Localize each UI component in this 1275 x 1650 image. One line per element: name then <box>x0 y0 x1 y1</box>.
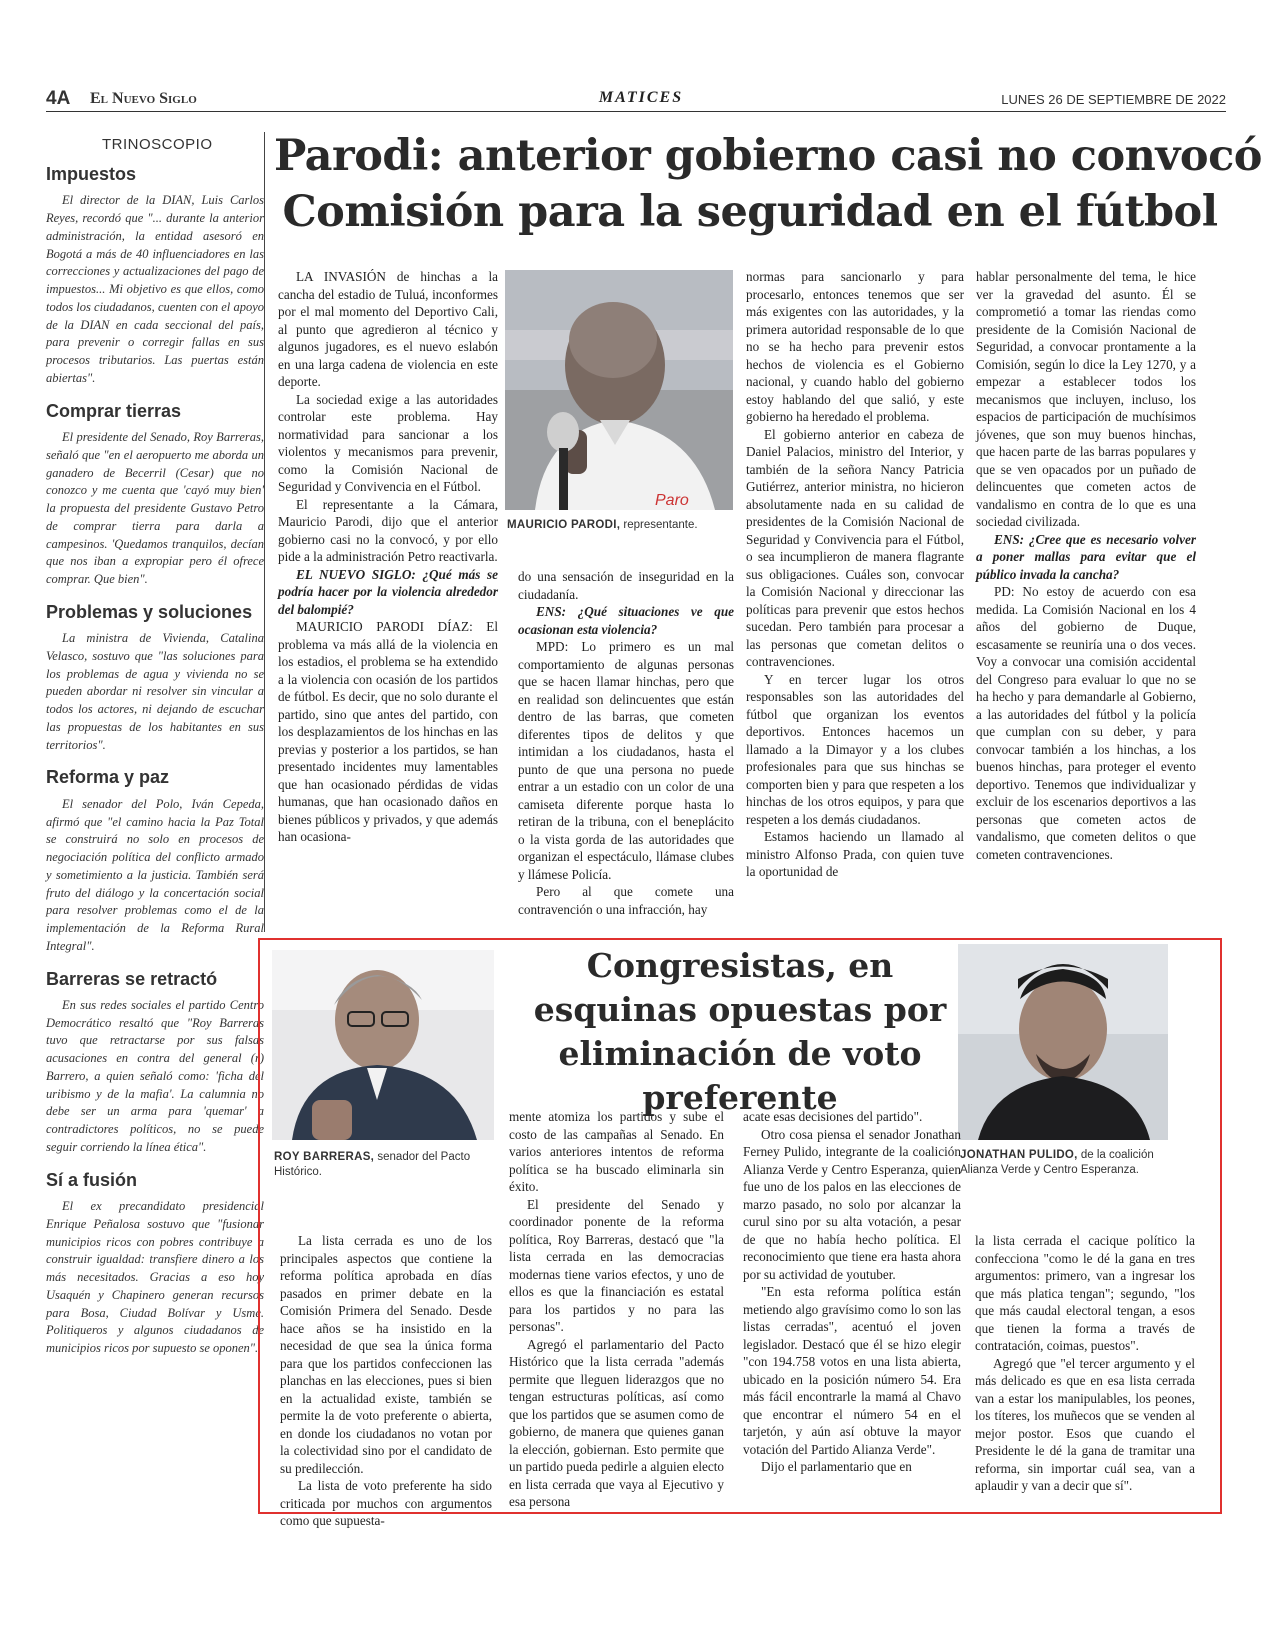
sidebar-item-text: El senador del Polo, Iván Cepeda, afirmó que "el camino hacia la Paz Total se construirá no solo en procesos de negociación política del conflicto armado y sometimiento a la justicia. También será fruto del diálogo y la concertación social para resolver problemas como el de la implementación de la Reforma Rural Integral". <box>46 796 264 953</box>
paragraph: "En esta reforma política están metiendo algo gravísimo como lo son las listas cerradas", acentuó el joven legislador. Destacó que él se hizo elegir "con 194.758 votos en una lista abierta, ubicado en la posición número 54. Era más fácil encontrarle la mamá al Chavo que encontrar el número 54 en el tarjetón, y aún así obtuve la mayor votación del Partido Alianza Verde". <box>743 1284 961 1457</box>
paragraph: Dijo el parlamentario que en <box>761 1459 912 1474</box>
paragraph: La lista de voto preferente ha sido criticada por muchos con argumentos como que supuesta- <box>280 1478 492 1528</box>
interview-question: ENS: ¿Qué situaciones ve que ocasionan esta violencia? <box>518 604 734 637</box>
sidebar-item <box>46 968 264 1157</box>
paragraph: El presidente del Senado y coordinador ponente de la reforma política, Roy Barreras, destacó que "la lista cerrada en las democracias modernas tiene varios efectos, y uno de ellos es que la financiación es estatal para los partidos y no para las personas". <box>509 1196 724 1334</box>
sidebar-item-title: Sí a fusión <box>46 1169 138 1190</box>
caption-name: ROY BARRERAS, <box>274 1151 375 1163</box>
paragraph: hablar personalmente del tema, le hice ver la gravedad del asunto. Él se comprometió a tomar las riendas como presidente de la Comisión Nacional de Seguridad, a convocar prontamente a la Comisión, según lo dice la Ley 1270, y a empezar a establecer todos los mecanismos que incluyen, incluso, los espacios de participación de muchísimos jóvenes, que son muy buenos hinchas, que hacen parte de las barras populares y que se ven opacados por un puñado de delincuentes que cometen actos de vandalismo en contra de lo que es una sociedad civilizada. <box>976 269 1196 529</box>
article-column-4 <box>976 268 1196 924</box>
paragraph: Estamos haciendo un llamado al ministro Alfonso Prada, con quien tuve la oportunidad de <box>746 829 964 879</box>
newspaper-name: El Nuevo Siglo <box>90 90 197 107</box>
section-name: MATICES <box>598 89 684 106</box>
headline-line: Parodi: anterior gobierno casi no convocó <box>274 131 1262 181</box>
article-column-1 <box>278 268 498 924</box>
paragraph: LA INVASIÓN de hinchas a la cancha del estadio de Tuluá, inconformes por el mal momento del Deportivo Cali, al punto que agredieron al técnico y algunos jugadores, es el nuevo eslabón en una larga cadena de violencia en este deporte. <box>278 269 498 389</box>
sidebar-item-title: Impuestos <box>46 164 137 184</box>
paragraph: La sociedad exige a las autoridades controlar este problema. Hay normatividad para sancionar a los violentos y mecanismos para prevenir, como la Comisión Nacional de Seguridad y Convivencia en el Fútbol. <box>278 391 498 494</box>
main-headline <box>274 128 1262 240</box>
sidebar-item <box>46 601 264 755</box>
sidebar-item-title: Barreras se retractó <box>46 968 218 989</box>
article-column-2 <box>518 568 734 924</box>
paragraph: El gobierno anterior en cabeza de Daniel Palacios, ministro del Interior, y también de la señora Nancy Patricia Gutiérrez, anterior ministra, no hicieron absolutamente nada en su calidad de presidentes de la Comisión Nacional de Seguridad y Convivencia para el Fútbol, o sea incumplieron de manera flagrante sus obligaciones. Cuáles son, convocar la Comisión Nacional y direccionar las políticas para prevenir que estos hechos sucedan. Pero también para procesar a las personas que cometan delitos o contravenciones. <box>746 426 964 669</box>
paragraph: Agregó que "el tercer argumento y el más delicado es que en esa lista cerrada van a estar los manipulables, los peones, los títeres, los muñecos que se venden al mejor postor. Esos que cuando el Presidente le dé la gana de tramitar una reforma, sin importar cuál sea, van a aplaudir y van a decir que sí". <box>975 1355 1195 1493</box>
sidebar-item-title: Comprar tierras <box>46 400 182 421</box>
paragraph: acate esas decisiones del partido". <box>743 1109 923 1124</box>
sidebar-item-title: Problemas y soluciones <box>46 601 253 622</box>
photo-caption-left <box>274 1150 494 1180</box>
interview-question: ENS: ¿Cree que es necesario volver a poner mallas para evitar que el público invada la cancha? <box>976 531 1196 582</box>
box-column-1 <box>280 1232 492 1528</box>
paragraph: normas para sancionarlo y para procesarlo, entonces tenemos que ser más exigentes con las autoridades, y la primera autoridad responsable de lo que no se ha hecho para prevenir estos hechos de violencia es el Gobierno nacional, y cuando hablo del gobierno estoy hablando del que salió, y este gobierno ha heredado el problema. <box>746 269 964 424</box>
caption-role: representante. <box>623 519 698 531</box>
sidebar-item-text: El ex precandidato presidencial Enrique Peñalosa sostuvo que "fusionar municipios ricos con pobres contribuye a construir igualdad: transfiere dinero a los más necesitados. Gracias a eso hoy Usaquén y Chapinero generan recursos para Bosa, Ciudad Bolívar y Usme. Politiqueros y algunos ciudadanos de municipios ricos por supuesto se oponen". <box>46 1199 264 1356</box>
trinoscopio-sidebar <box>46 136 264 1556</box>
page-number: 4A <box>46 88 71 109</box>
sidebar-item-text: En sus redes sociales el partido Centro Democrático resaltó que "Roy Barreras tuvo que retractarse por sus falsas acusaciones en contra del general (r) Barrero, a quien señaló como: 'ficha del uribismo y de la mafia'. La calumnia no debe ser un arma para 'quemar' a contradictores políticos, no se puede seguir corriendo la línea ética". <box>46 997 264 1154</box>
svg-text:Paro: Paro <box>655 492 689 509</box>
sidebar-item <box>46 163 264 388</box>
sidebar-item <box>46 400 264 589</box>
caption-role: senador del Pacto Histórico. <box>274 1151 471 1178</box>
paragraph: Pero al que comete una contravención o una infracción, hay <box>518 884 734 917</box>
caption-name: MAURICIO PARODI, <box>507 519 621 531</box>
column-divider <box>264 132 265 932</box>
mauricio-parodi-photo <box>505 270 733 510</box>
paragraph: Otro cosa piensa el senador Jonathan Ferney Pulido, integrante de la coalición Alianza Verde y Centro Esperanza, quien fue uno de los palos en las elecciones de marzo pasado, no solo por alcanzar la curul sino por su alta votación, a pesar de que no había hecho política. El reconocimiento que tiene era hasta ahora por su actividad de youtuber. <box>743 1126 961 1282</box>
sidebar-item-text: El presidente del Senado, Roy Barreras, señaló que "en el aeropuerto me aborda un ganadero de Becerril (Cesar) que no conozco y me cuenta que 'cayó muy bien' la propuesta del presidente Gustavo Petro de comprar tierra para darla a campesinos. 'Quedamos tranquilos, decían que nos iban a expropiar pero él ofrece comprar. Que bien". <box>46 430 264 587</box>
roy-barreras-photo <box>272 950 494 1140</box>
paragraph: MPD: Lo primero es un mal comportamiento de algunas personas que se hacen llamar hinchas, pero que en realidad son delincuentes que están dentro de las barras, que cometen diferentes tipos de delitos y que intimidan a los ciudadanos, hasta el punto de que una persona no puede entrar a un estadio con un color de una camiseta diferente porque hasta lo retiran de la tribuna, con el beneplácito o la vista gorda de las autoridades que organizan el espectáculo, llámase clubes y llámese Policía. <box>518 639 734 882</box>
paragraph: PD: No estoy de acuerdo con esa medida. La Comisión Nacional en los 4 años del gobierno de Duque, escasamente se reuniría una o dos veces. Voy a convocar una comisión accidental del Congreso para evaluar lo que no se ha hecho y para demandarle al Gobierno, a las autoridades del fútbol y la policía que cumplan con su deber, y para convocar también a los hinchas, a los buenos hinchas, para proteger el evento deportivo. Tenemos que individualizar y excluir de los escenarios deportivos a las personas que cometen actos de vandalismo, que cometen delitos o que cometen contravenciones. <box>976 584 1196 862</box>
article-column-3 <box>746 268 964 924</box>
sidebar-label: TRINOSCOPIO <box>102 136 213 153</box>
paragraph: la lista cerrada el cacique político la confecciona "como le dé la gana en tres argumentos: primero, van a ingresar los que más platica tengan"; segundo, "los que más caudal electoral tengan, a esos que tienen la forma a través de contratación, coimas, puestos". <box>975 1233 1195 1353</box>
caption-role: de la coalición Alianza Verde y Centro Esperanza. <box>960 1149 1154 1176</box>
sidebar-item-text: El director de la DIAN, Luis Carlos Reyes, recordó que "... durante la anterior administración, la entidad asesoró en Bogotá a más de 40 influenciadores en las correcciones y actualizaciones del pago de impuestos... Mi objetivo es que ellos, como todos los ciudadanos, cuenten con el apoyo de la DIAN en cada seccional del país, para prevenir o corregir fallas en sus procesos tributarios. Las puertas están abiertas". <box>46 193 264 385</box>
caption-name: JONATHAN PULIDO, <box>960 1149 1078 1161</box>
issue-date: LUNES 26 DE SEPTIEMBRE DE 2022 <box>1001 92 1226 107</box>
sidebar-item-text: La ministra de Vivienda, Catalina Velasco, sostuvo que "las soluciones para los problemas de agua y vivienda no se pueden abordar ni resolver sin vincular a todos los actores, ni dejando de escuchar las propuestas de los habitantes en sus territorios". <box>46 631 264 752</box>
jonathan-pulido-photo <box>958 944 1168 1140</box>
photo-caption <box>507 518 733 533</box>
sidebar-item <box>46 766 264 955</box>
interview-question: EL NUEVO SIGLO: ¿Qué más se podría hacer por la violencia alrededor del balompié? <box>278 566 498 617</box>
paragraph: mente atomiza los partidos y sube el costo de las campañas al Senado. En varios anteriores intentos de reforma política se ha buscado eliminarla sin éxito. <box>509 1109 724 1194</box>
headline-line: Comisión para la seguridad en el fútbol <box>282 187 1218 237</box>
box-column-3 <box>743 1108 961 1504</box>
box-headline: Congresistas, en esquinas opuestas por eliminación de voto preferente <box>533 946 947 1117</box>
paragraph: do una sensación de inseguridad en la ciudadanía. <box>518 569 734 602</box>
paragraph: El representante a la Cámara, Mauricio Parodi, dijo que el anterior gobierno casi no la convocó, y por ello pide a la administración Petro reactivarla. <box>278 496 498 564</box>
paragraph: Agregó el parlamentario del Pacto Histórico que la lista cerrada "además permite que lleguen liderazgos que no tengan estructuras políticas, así como que los partidos que se asumen como de gobierno, de manera que quienes ganan la elección, gobiernan. Esto permite que un partido pueda pedirle a alguien electo en lista cerrada que vaya al Ejecutivo y esa persona <box>509 1336 724 1509</box>
box-column-4 <box>975 1232 1195 1504</box>
paragraph: Y en tercer lugar los otros responsables son las autoridades del fútbol que organizan los eventos deportivos. Entonces hacemos un llamado a la Dimayor y a los clubes profesionales para que sus hinchas se comporten bien y para que respeten a los hinchas de los otros equipos, y para que respeten a los demás ciudadanos. <box>746 671 964 827</box>
paragraph: MAURICIO PARODI DÍAZ: El problema va más allá de la violencia en los estadios, el problema se ha extendido a la violencia con ocasión de los partidos de fútbol. Es decir, que no solo durante el partido, sino que antes del partido, con los desplazamientos de los hinchas en las previas y posterior a los partidos, se han presentado incidentes muy lamentables que han ocasionado pérdidas de vidas humanas, que han ocasionado daños en bienes públicos y privados, y que además han ocasiona- <box>278 619 498 844</box>
paragraph: La lista cerrada es uno de los principales aspectos que contiene la reforma política aprobada en días pasados en primer debate en la Comisión Primera del Senado. Desde hace años se ha insistido en la necesidad de que sea la única forma para que los partidos confeccionen las planchas en las elecciones, pues si bien en la actualidad existe, también se permite la de voto preferente o abierta, en donde los ciudadanos no votan por la colectividad sino por el candidato de su predilección. <box>280 1233 492 1476</box>
page-header <box>46 88 1226 112</box>
sidebar-item <box>46 1169 264 1358</box>
box-column-2 <box>509 1108 724 1509</box>
photo-caption-right <box>960 1148 1180 1178</box>
sidebar-item-title: Reforma y paz <box>46 767 170 788</box>
